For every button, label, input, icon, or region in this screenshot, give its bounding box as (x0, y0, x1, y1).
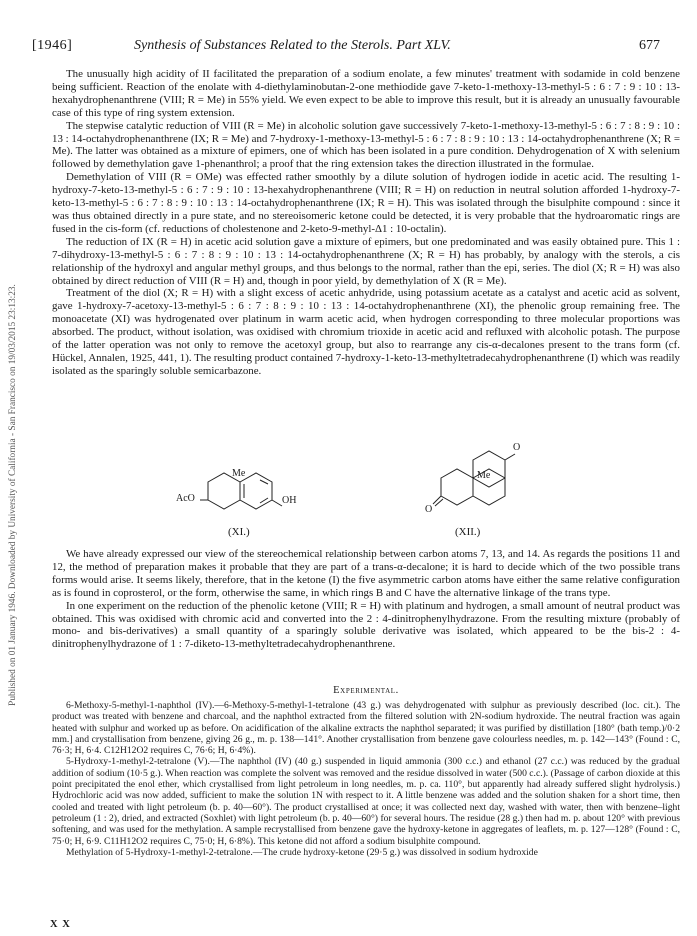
header-year: [1946] (32, 38, 73, 53)
header-page-number: 677 (639, 38, 660, 53)
structure-xii-me-label: Me (477, 470, 491, 481)
structure-xii-bottom-oxygen: O (425, 504, 433, 515)
paragraph: We have already expressed our view of the stereochemical relationship between carbon atoms 7, 13, and 14. As regards the positions 11 and 12, the method of preparation makes it probable that they are part of a trans-α-decalone; it is hard to decide which of the two possible trans forms would arise. It seems likely, therefore, that in the ketone (I) the five asymmetric carbon atoms have either the same relative configuration as is found in coprosterol, or the form, otherwise the same, in which rings B and C have the alternative linkage of the trans type. (52, 548, 680, 599)
paragraph: Treatment of the diol (X; R = H) with a slight excess of acetic anhydride, using potassium acetate as a catalyst and acetic acid as solvent, gave 1-hydroxy-7-acetoxy-13-methyl-5 : 6 : 7 : 8 : 9 : 10 : 13 : 14-octahydrophenanthrene (XI), the phenolic group remaining free. The monoacetate (XI) was hydrogenated over platinum in warm acetic acid, when hydrogen corresponding to three molecular proportions was absorbed. The product, without isolation, was oxidised with chromium trioxide in acetic acid and refluxed with alcoholic potash. The purpose of the latter operation was not only to remove the acetoxyl group, but also to rearrange any cis-α-decalones present to the trans form (cf. Hückel, Annalen, 1925, 441, 1). The resulting product contained 7-hydroxy-1-keto-13-methyltetradecahydrophenanthrene (I) which was readily isolated as the sparingly soluble semicarbazone. (52, 287, 680, 377)
paragraph: The unusually high acidity of II facilitated the preparation of a sodium enolate, a few minutes' treatment with sodamide in cold benzene being sufficient. Reaction of the enolate with 4-diethylaminobutan-2-one methiodide gave 7-keto-1-methoxy-13-methyl-5 : 6 : 7 : 9 : 10 : 13-hexahydrophenanthrene (VIII; R = Me) in 55% yield. We even expect to be able to improve this result, but it is already an unusually favourable case of this type of ring system extension. (52, 68, 680, 119)
paragraph: The stepwise catalytic reduction of VIII (R = Me) in alcoholic solution gave successively 7-keto-1-methoxy-13-methyl-5 : 6 : 7 : 8 : 9 : 10 : 13 : 14-octahydrophenanthrene (IX; R = Me) and 7-hydroxy-1-methoxy-13-methyl-5 : 6 : 7 : 8 : 9 : 10 : 13 : 14-octahydrophenanthrene (X; R = Me). The latter was obtained as a mixture of epimers, one of which has been isolated in a pure condition. Dehydrogenation of X with selenium followed by demethylation gave 1-phenanthrol; a proof that the ring extension takes the direction illustrated in the formulae. (52, 119, 680, 171)
paragraph: Demethylation of VIII (R = OMe) was effected rather smoothly by a dilute solution of hydrogen iodide in acetic acid. The resulting 1-hydroxy-7-keto-13-methyl-5 : 6 : 7 : 9 : 10 : 13-hexahydrophenanthrene (VIII; R = H) on reduction in neutral solution afforded 1-hydroxy-7-keto-13-methyl-5 : 6 : 7 : 8 : 9 : 10 : 13 : 14-octahydrophenanthrene (IX; R = H). This was isolated through the bisulphite compound : since it was thus obtained directly in a pure state, and no stereoisomeric ketone could be detected, it is very probable that the hydroaromatic rings are fused in the cis-form (cf. reductions of cholestenone and 2-keto-9-methyl-Δ1 : 10-octalin). (52, 171, 680, 235)
structure-xi-aco-label: AcO (176, 493, 195, 504)
paragraph: The reduction of IX (R = H) in acetic acid solution gave a mixture of epimers, but one predominated and was easily obtained pure. This 1 : 7-dihydroxy-13-methyl-5 : 6 : 7 : 8 : 9 : 10 : 13 : 14-octahydrophenanthrene (X; R = H) has probably, by analogy with the sterols, a cis relationship of the hydroxyl and angular methyl groups, and thus belongs to the normal, rather than the epi, series. The diol (X; R = H) was also obtained by direct reduction of VIII (R = H) and, though in poor yield, by demethylation of X (R = Me). (52, 235, 680, 287)
structure-xii-drawing (425, 448, 555, 523)
structure-xi-label: (XI.) (228, 526, 250, 538)
structure-xii (425, 442, 555, 540)
side-note-text: Published on 01 January 1946. Downloaded by University of California - San Francisco on 19/03/2015 23:13:23. (8, 284, 18, 706)
experimental-section (52, 700, 680, 858)
experimental-heading: Experimental. (333, 685, 399, 696)
structure-xii-label: (XII.) (455, 526, 481, 538)
paragraph: In one experiment on the reduction of the phenolic ketone (VIII; R = H) with platinum and hydrogen, a small amount of neutral product was obtained. This was oxidised with chromic acid and converted into the 2 : 4-dinitrophenylhydrazone. From the resulting mixture (probably of mono- and bis-derivatives) a small quantity of a sparingly soluble derivative was isolated, which appeared to be the bis-2 : 4-dinitrophenylhydrazone of 1 : 7-diketo-13-methyltetradecahydrophenanthrene. (52, 599, 680, 651)
body-top-section (52, 68, 680, 378)
header-title: Synthesis of Substances Related to the Sterols. Part XLV. (134, 38, 451, 53)
structure-xi (170, 470, 320, 540)
page-header (32, 38, 660, 58)
experimental-paragraph: Methylation of 5-Hydroxy-1-methyl-2-tetralone.—The crude hydroxy-ketone (29·5 g.) was dissolved in sodium hydroxide (66, 846, 538, 858)
experimental-paragraph: 5-Hydroxy-1-methyl-2-tetralone (V).—The naphthol (IV) (40 g.) suspended in liquid ammonia (300 c.c.) and ethanol (27 c.c.) was reduced by the gradual addition of sodium (10·5 g.). When reaction was complete the solvent was removed and the residue dissolved in water (500 c.c.). (Passage of carbon dioxide at this point precipitated the enol ether, which crystallised from light petroleum in long needles, m. p. ca. 110°, but apparently had already suffered slight hydrolysis.) Hydrochloric acid was now added, sufficient to make the solution 1N with respect to it. A little benzene was added and the solution shaken for a short time, then cooled and treated with light petroleum (b. p. 40—60°). The product crystallised at once; it was collected next day, washed with water, then with benzene–light petroleum (1 : 2), dried, and extracted (Soxhlet) with light petroleum (b. p. 40—60°) for several hours. The residue (28 g.) then had m. p. about 120° with previous softening, and was used for the methylation. A sample recrystallised from benzene gave the hydroxy-ketone in aggregates of leaflets, m. p. 127—128° (Found : C, 75·0; H, 6·9. C11H12O2 requires C, 75·0; H, 6·8%). This ketone did not afford a sodium bisulphite compound. (52, 756, 680, 847)
footer-signature-mark: X X (50, 919, 71, 930)
structure-xii-top-oxygen: O (513, 442, 521, 453)
experimental-paragraph: 6-Methoxy-5-methyl-1-naphthol (IV).—6-Methoxy-5-methyl-1-tetralone (43 g.) was dehydrogenated with sulphur as previously described (loc. cit.). The product was treated with benzene and charcoal, and the naphthol extracted from the filtered solution with 2N-sodium hydroxide. The neutral fraction was again heated with sulphur and worked up as before. On acidification of the alkaline extracts the naphthol separated; it was purified by distillation [180° (bath temp.)/0·2 mm.] and crystallisation from benzene, giving 26 g., m. p. 138—141°. Another crystallisation from benzene gave colourless needles, m. p. 142—143° (Found : C, 76·3; H, 6·4. C12H12O2 requires C, 76·6; H, 6·4%). (52, 700, 680, 757)
body-middle-section (52, 548, 680, 651)
side-publication-note (3, 140, 21, 860)
structure-xi-me-label: Me (232, 468, 246, 479)
structure-xi-oh-label: OH (282, 495, 297, 506)
